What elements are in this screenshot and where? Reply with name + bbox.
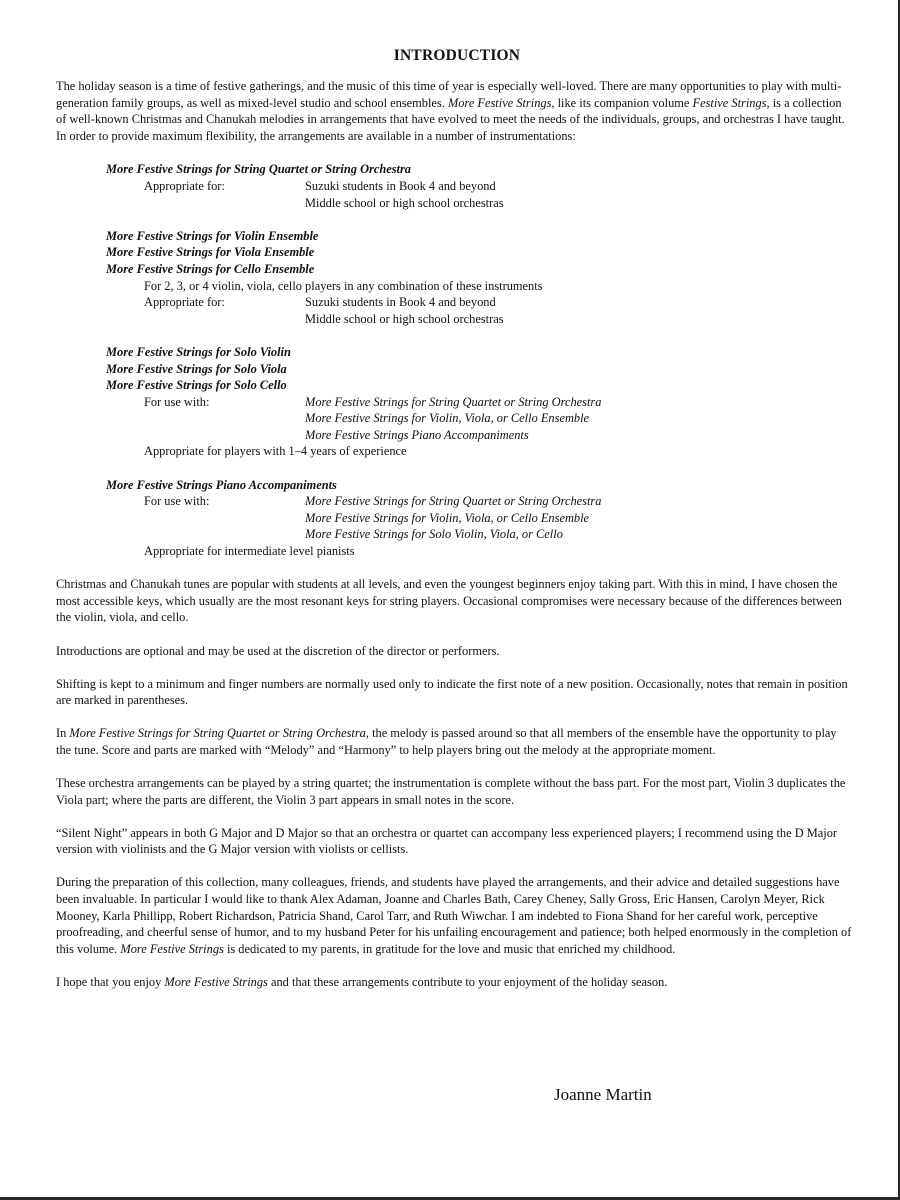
group-label-spacer — [106, 410, 305, 427]
group-label: For use with: — [144, 394, 210, 409]
intro-paragraph — [56, 78, 852, 144]
intro-book-title-2: Festive Strings — [692, 95, 767, 110]
group-row — [106, 510, 852, 527]
intro-book-title-1: More Festive Strings — [447, 95, 552, 110]
group-title: More Festive Strings Piano Accompaniments — [106, 477, 337, 492]
group-row — [106, 427, 852, 444]
group-row — [106, 178, 852, 195]
group-label: Appropriate for: — [144, 295, 225, 310]
group-label-spacer — [106, 510, 305, 527]
author-signature: Joanne Martin — [554, 1085, 652, 1104]
group-row — [106, 493, 852, 510]
keys-paragraph: Christmas and Chanukah tunes are popular with students at all levels, and even the youngest beginners enjoy taking part. With this in mind, I have chosen the most accessible keys, which usually are the most resonant keys for string players. Occasional compromises were necessary because of the differences between the violin, viola, and cello. — [56, 577, 842, 625]
thanks-book-title: More Festive Strings — [120, 941, 224, 956]
melody-paragraph — [56, 725, 852, 758]
instrumentation-group-ensemble — [106, 228, 852, 328]
group-value: More Festive Strings for Violin, Viola, or Cello Ensemble — [305, 411, 590, 426]
group-label-spacer — [106, 526, 305, 543]
introductions-paragraph: Introductions are optional and may be used at the discretion of the director or performers. — [56, 643, 500, 658]
thanks-text-1: During the preparation of this collection, many colleagues, friends, and students have played the arrangements, and their advice and detailed suggestions have been invaluable. In particular I would like to thank Alex Adaman, Joanne and Charles Bath, Carey Cheney, Sally Gross, Eric Hansen, Carolyn Meyer, Rick Mooney, Karla Phillipp, Robert Richardson, Patricia Shand, Carol Tarr, and Ruth Wiwchar. I am indebted to Fiona Shand for her careful work, perceptive proofreading, and cheerful sense of humor, and to my husband Peter for his unfailing encouragement and patience; both helped enormously in the completion of this volume. — [56, 875, 852, 956]
closing-text-1: I hope that you enjoy — [56, 974, 165, 989]
group-value: More Festive Strings for Solo Violin, Viola, or Cello — [305, 527, 563, 542]
group-label-spacer — [106, 311, 305, 328]
group-row — [106, 410, 852, 427]
instrumentation-list — [106, 161, 852, 559]
group-row — [106, 394, 852, 411]
thanks-paragraph — [56, 874, 852, 957]
group-value: Suzuki students in Book 4 and beyond — [305, 178, 496, 193]
silent-night-paragraph: “Silent Night” appears in both G Major and D Major so that an orchestra or quartet can accompany less experienced players; I recommend using the D Major version with violinists and the G Major version with violists or cellists. — [56, 825, 838, 857]
group-label-spacer — [106, 195, 305, 212]
group-value: More Festive Strings for String Quartet or String Orchestra — [305, 494, 602, 509]
group-extra: Appropriate for intermediate level pianists — [144, 544, 355, 559]
page-title: INTRODUCTION — [393, 47, 521, 64]
group-row — [106, 294, 852, 311]
group-row — [106, 195, 852, 212]
instrumentation-group-solo — [106, 344, 852, 460]
instrumentation-group-piano — [106, 477, 852, 560]
group-value: Middle school or high school orchestras — [305, 195, 504, 210]
group-extra: Appropriate for players with 1–4 years of experience — [144, 444, 407, 459]
closing-book-title: More Festive Strings — [164, 974, 268, 989]
group-value: More Festive Strings Piano Accompaniments — [305, 427, 529, 442]
group-title: More Festive Strings for Solo Violin — [106, 344, 291, 359]
group-row — [106, 526, 852, 543]
group-note: For 2, 3, or 4 violin, viola, cello players in any combination of these instruments — [144, 278, 543, 293]
shifting-paragraph: Shifting is kept to a minimum and finger numbers are normally used only to indicate the first note of a new position. Occasionally, notes that remain in position are marked in parentheses. — [56, 676, 848, 708]
melody-text-1: In — [56, 726, 70, 741]
group-title: More Festive Strings for String Quartet or String Orchestra — [106, 162, 412, 177]
group-row — [106, 311, 852, 328]
group-value: More Festive Strings for Violin, Viola, or Cello Ensemble — [305, 510, 590, 525]
group-title: More Festive Strings for Violin Ensemble — [106, 228, 319, 243]
melody-book-title: More Festive Strings for String Quartet or String Orchestra — [69, 726, 366, 741]
group-title: More Festive Strings for Cello Ensemble — [106, 261, 315, 276]
group-label-spacer — [106, 427, 305, 444]
group-title: More Festive Strings for Solo Cello — [106, 378, 287, 393]
instrumentation-group-quartet — [106, 161, 852, 211]
intro-text-3: , is a collection of well-known Christmas and Chanukah melodies in arrangements that have evolved to meet the needs of the individuals, groups, and orchestras I have taught. In order to provide maximum flexibility, the arrangements are available in a number of instrumentations: — [56, 95, 845, 143]
group-value: Middle school or high school orchestras — [305, 311, 504, 326]
group-title: More Festive Strings for Viola Ensemble — [106, 245, 315, 260]
thanks-text-2: is dedicated to my parents, in gratitude for the love and music that enriched my childhood. — [223, 941, 676, 956]
melody-text-2: , the melody is passed around so that all members of the ensemble have the opportunity to play the tune. Score and parts are marked with “Melody” and “Harmony” to help players bring out the melody at the appropriate moment. — [56, 726, 837, 757]
group-label: For use with: — [144, 494, 210, 509]
group-label: Appropriate for: — [144, 178, 225, 193]
intro-text-2: , like its companion volume — [551, 95, 693, 110]
intro-text-1: The holiday season is a time of festive gatherings, and the music of this time of year is especially well-loved. There are many opportunities to play with multi-generation family groups, as well as mixed-level studio and school ensembles. — [56, 79, 842, 110]
quartet-paragraph: These orchestra arrangements can be played by a string quartet; the instrumentation is complete without the bass part. For the most part, Violin 3 duplicates the Viola part; where the parts are different, the Violin 3 part appears in small notes in the score. — [56, 775, 846, 807]
group-title: More Festive Strings for Solo Viola — [106, 361, 287, 376]
group-value: Suzuki students in Book 4 and beyond — [305, 295, 496, 310]
group-value: More Festive Strings for String Quartet or String Orchestra — [305, 394, 602, 409]
closing-text-2: and that these arrangements contribute to your enjoyment of the holiday season. — [267, 974, 668, 989]
closing-paragraph — [56, 974, 852, 991]
